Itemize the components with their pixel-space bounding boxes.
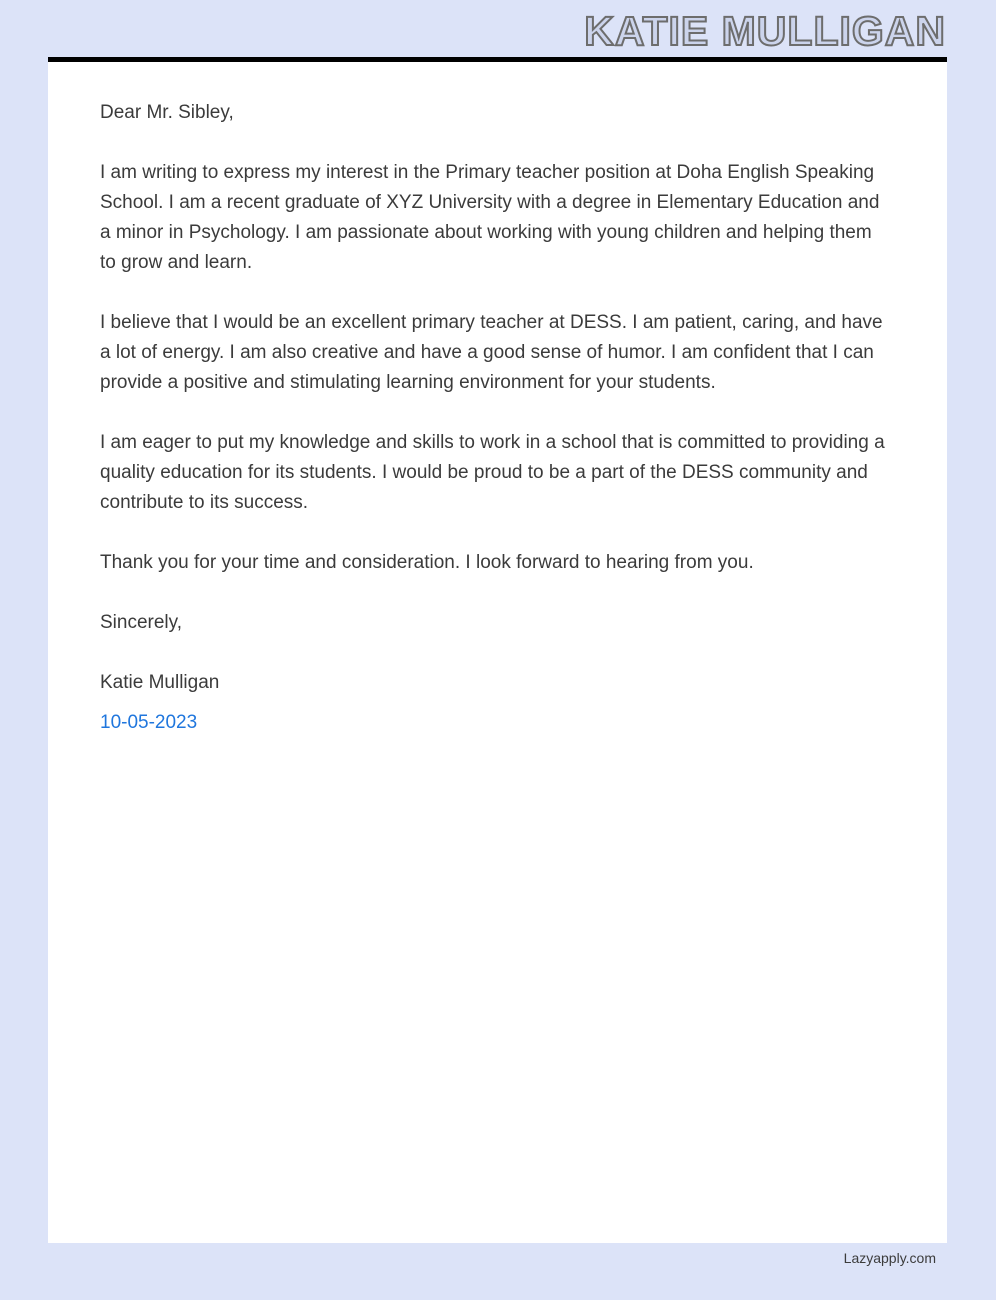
letter-paragraph-1: I am writing to express my interest in the Primary teacher position at Doha English Speaking School. I am a recent graduate of XYZ University with a degree in Elementary Education and a minor in Psychology. I am passionate about working with young children and helping them to grow and learn. xyxy=(100,162,880,273)
letter-document xyxy=(48,57,947,1243)
signature-name: Katie Mulligan xyxy=(100,672,220,693)
header-name: KATIE MULLIGAN xyxy=(584,8,946,54)
closing: Sincerely, xyxy=(100,612,183,633)
letter-body xyxy=(48,62,947,738)
watermark-lazyapply: Lazyapply.com xyxy=(843,1250,936,1266)
date-link[interactable]: 10-05-2023 xyxy=(100,712,198,733)
letter-paragraph-3: I am eager to put my knowledge and skills to work in a school that is committed to providing a quality education for its students. I would be proud to be a part of the DESS community and contribute to its success. xyxy=(100,432,885,513)
letter-paragraph-4: Thank you for your time and consideration. I look forward to hearing from you. xyxy=(100,552,754,573)
salutation: Dear Mr. Sibley, xyxy=(100,102,234,123)
letter-paragraph-2: I believe that I would be an excellent primary teacher at DESS. I am patient, caring, and have a lot of energy. I am also creative and have a good sense of humor. I am confident that I can provide a positive and stimulating learning environment for your students. xyxy=(100,312,883,393)
